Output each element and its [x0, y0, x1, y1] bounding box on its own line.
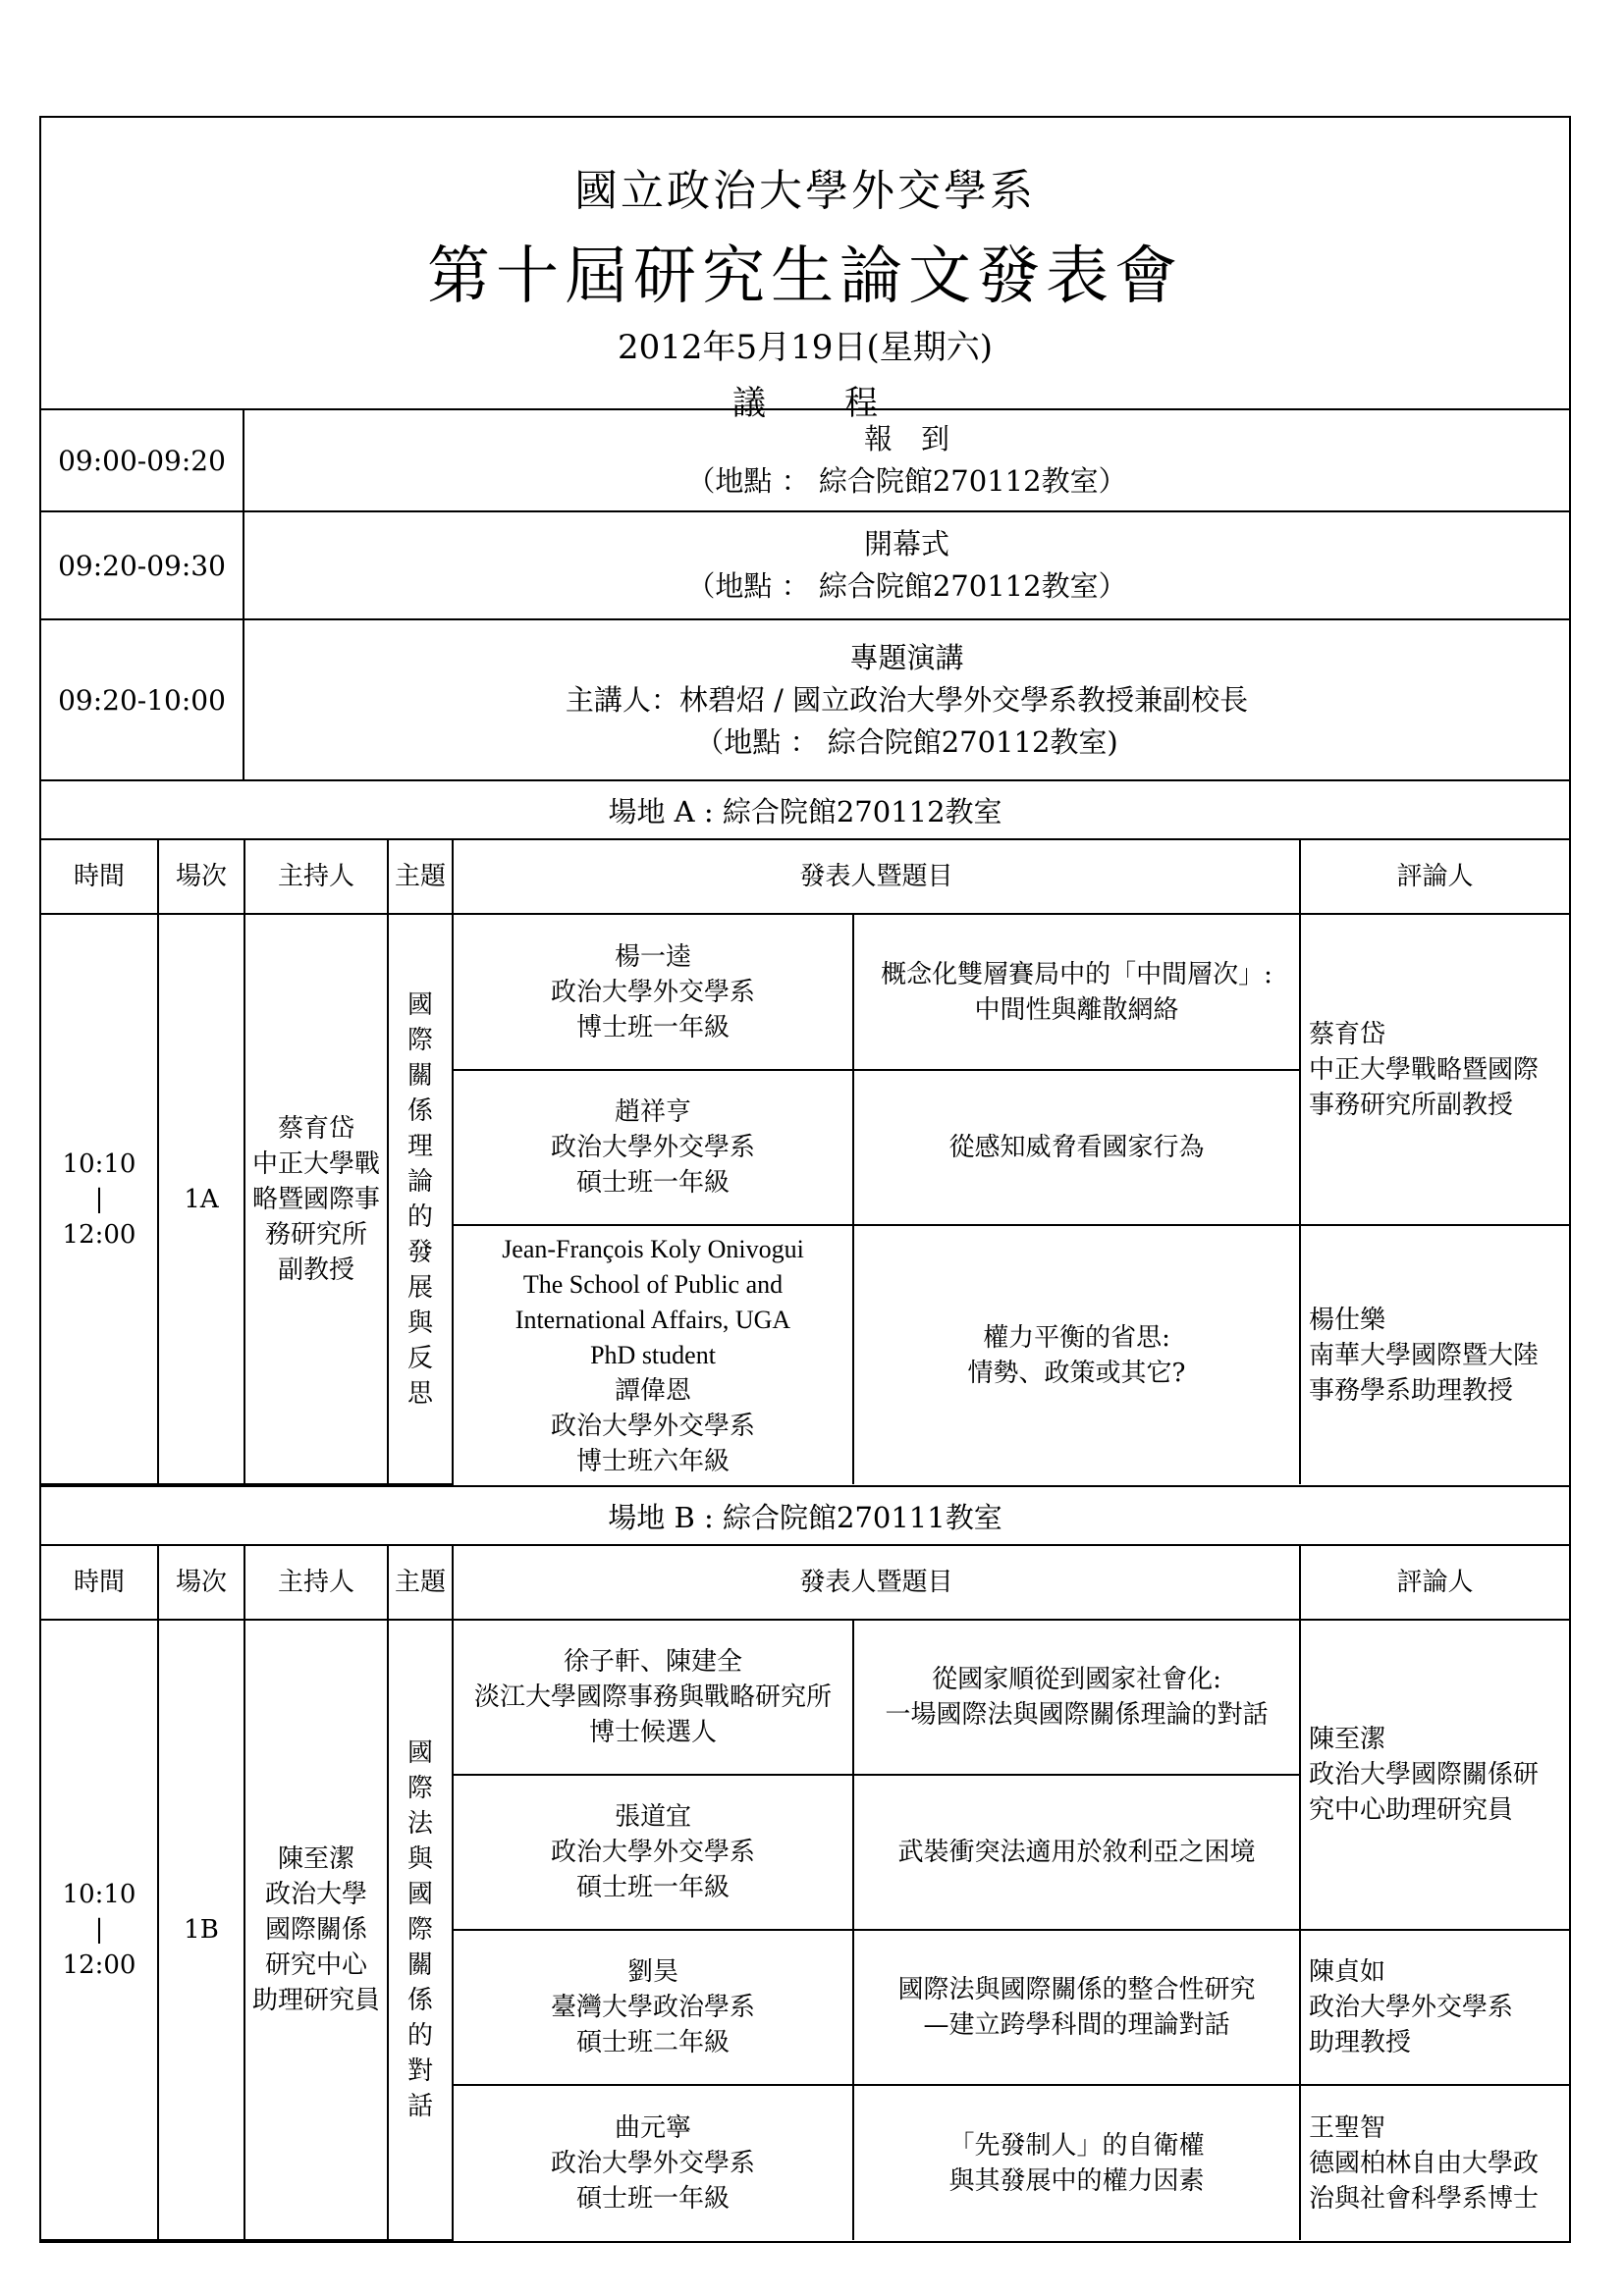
schedule-table-b	[41, 1546, 1569, 2241]
col-reviewer-header: 評論人	[1300, 1546, 1569, 1620]
plenary-body: 專題演講 主講人：林碧炤 / 國立政治大學外交學系教授兼副校長 （地點 ： 綜合院館270112教室)	[565, 640, 1249, 759]
col-presenters-header: 發表人暨題目	[453, 1546, 1300, 1620]
session-time: 10:10 | 12:00	[41, 914, 158, 1484]
reviewer-cell: 蔡育岱 中正大學戰略暨國際 事務研究所副教授	[1300, 914, 1569, 1225]
col-theme-header: 主題	[388, 1546, 453, 1620]
presenter-cell: 曲元寧 政治大學外交學系 碩士班一年級	[453, 2085, 853, 2240]
session-theme: 國 際 法 與 國 際 關 係 的 對 話	[388, 1620, 453, 2240]
col-session-header: 場次	[158, 1546, 244, 1620]
col-time-header: 時間	[41, 840, 158, 914]
topic-cell: 「先發制人」的自衛權 與其發展中的權力因素	[853, 2085, 1300, 2240]
school-name: 國立政治大學外交學系	[574, 166, 1036, 216]
topic-cell: 權力平衡的省思: 情勢、政策或其它?	[853, 1225, 1300, 1484]
plenary-body: 報 到 （地點 ： 綜合院館270112教室）	[686, 422, 1127, 498]
col-session-header: 場次	[158, 840, 244, 914]
session-chair: 陳至潔 政治大學 國際關係 研究中心 助理研究員	[244, 1620, 388, 2240]
col-chair-header: 主持人	[244, 840, 388, 914]
plenary-time: 09:20-09:30	[41, 512, 244, 618]
col-chair-header: 主持人	[244, 1546, 388, 1620]
presenter-cell: Jean-François Koly Onivogui The School of Public and International Affairs, UGA PhD student 譚偉恩 政治大學外交學系 博士班六年級	[453, 1225, 853, 1484]
session-id: 1A	[158, 914, 244, 1484]
schedule-table-a	[41, 840, 1569, 1485]
conference-title: 第十屆研究生論文發表會	[427, 240, 1183, 313]
plenary-time: 09:20-10:00	[41, 620, 244, 779]
document-header	[41, 118, 1569, 423]
presenter-cell: 趙祥亨 政治大學外交學系 碩士班一年級	[453, 1070, 853, 1225]
session-id: 1B	[158, 1620, 244, 2240]
presenter-cell: 劉昊 臺灣大學政治學系 碩士班二年級	[453, 1930, 853, 2085]
venue-a-schedule	[41, 840, 1569, 1487]
col-reviewer-header: 評論人	[1300, 840, 1569, 914]
agenda-heading: 議 程	[732, 384, 878, 423]
plenary-row-opening	[41, 512, 1569, 620]
plenary-time: 09:00-09:20	[41, 410, 244, 510]
presenter-cell: 楊一逵 政治大學外交學系 博士班一年級	[453, 914, 853, 1070]
col-time-header: 時間	[41, 1546, 158, 1620]
session-chair: 蔡育岱 中正大學戰 略暨國際事 務研究所 副教授	[244, 914, 388, 1484]
reviewer-cell: 楊仕樂 南華大學國際暨大陸 事務學系助理教授	[1300, 1225, 1569, 1484]
topic-cell: 國際法與國際關係的整合性研究 —建立跨學科間的理論對話	[853, 1930, 1300, 2085]
presenter-cell: 張道宜 政治大學外交學系 碩士班一年級	[453, 1775, 853, 1930]
venue-a-label: 場地 A : 綜合院館270112教室	[41, 781, 1569, 840]
agenda-sheet	[39, 116, 1571, 2243]
topic-cell: 從國家順從到國家社會化: 一場國際法與國際關係理論的對話	[853, 1620, 1300, 1775]
plenary-row-keynote	[41, 620, 1569, 781]
topic-cell: 從感知威脅看國家行為	[853, 1070, 1300, 1225]
presenter-cell: 徐子軒、陳建全 淡江大學國際事務與戰略研究所 博士候選人	[453, 1620, 853, 1775]
topic-cell: 武裝衝突法適用於敘利亞之困境	[853, 1775, 1300, 1930]
plenary-body: 開幕式 （地點 ： 綜合院館270112教室）	[686, 527, 1127, 603]
plenary-row-registration	[41, 410, 1569, 512]
col-presenters-header: 發表人暨題目	[453, 840, 1300, 914]
conference-date: 2012年5月19日(星期六)	[618, 328, 993, 367]
venue-b-label: 場地 B : 綜合院館270111教室	[41, 1487, 1569, 1546]
session-theme: 國 際 關 係 理 論 的 發 展 與 反 思	[388, 914, 453, 1484]
reviewer-cell: 王聖智 德國柏林自由大學政 治與社會科學系博士	[1300, 2085, 1569, 2240]
session-time: 10:10 | 12:00	[41, 1620, 158, 2240]
venue-b-schedule	[41, 1546, 1569, 2241]
reviewer-cell: 陳貞如 政治大學外交學系 助理教授	[1300, 1930, 1569, 2085]
reviewer-cell: 陳至潔 政治大學國際關係研 究中心助理研究員	[1300, 1620, 1569, 1930]
col-theme-header: 主題	[388, 840, 453, 914]
topic-cell: 概念化雙層賽局中的「中間層次」: 中間性與離散網絡	[853, 914, 1300, 1070]
